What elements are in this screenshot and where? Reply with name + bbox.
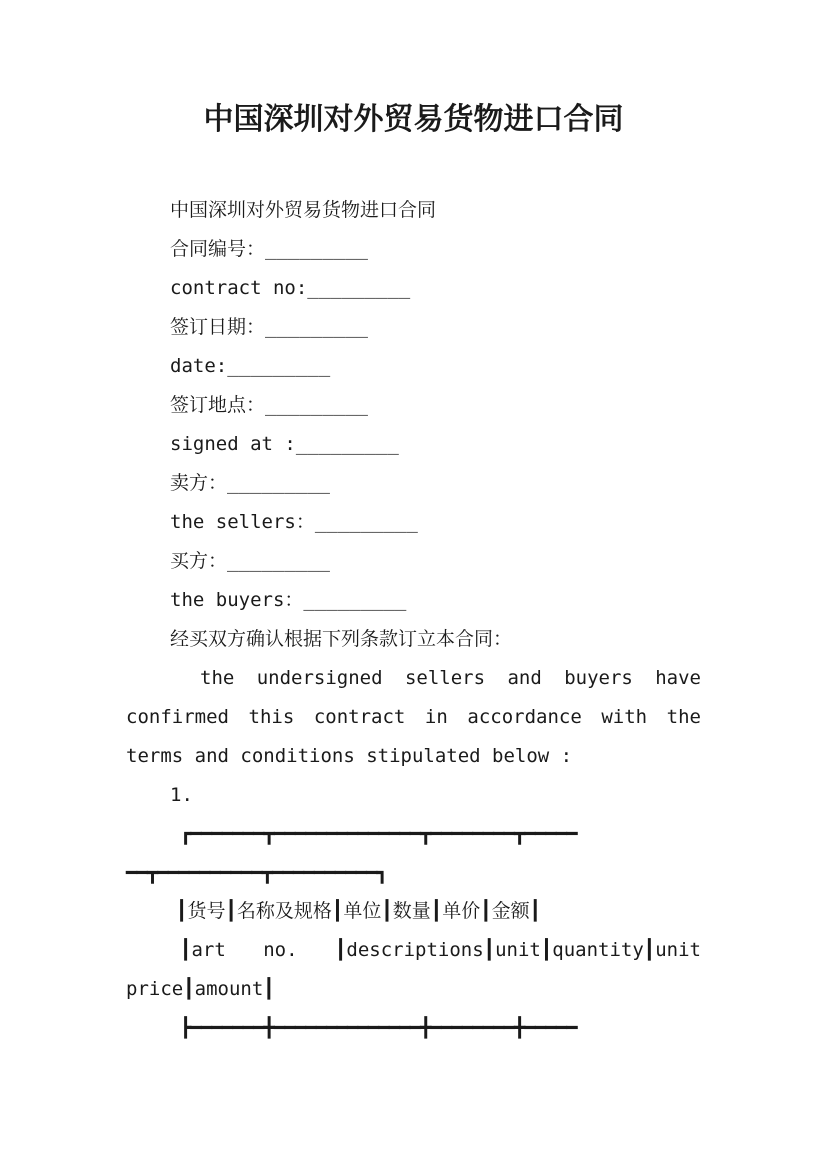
table-border-divider: ┣━━━━━━━╋━━━━━━━━━━━━━━╋━━━━━━━━╋━━━━━ xyxy=(180,1017,577,1039)
contract-number-en-line: contract no:_________ xyxy=(170,277,411,299)
contract-number-cn-line: 合同编号：_________ xyxy=(170,238,368,260)
seller-en-line: the sellers：_________ xyxy=(170,511,418,533)
seller-cn-line: 卖方：_________ xyxy=(170,472,330,494)
signing-place-en-line: signed at :_________ xyxy=(170,433,399,455)
signing-date-cn-line: 签订日期：_________ xyxy=(170,316,368,338)
table-header-cn: ┃货号┃名称及规格┃单位┃数量┃单价┃金额┃ xyxy=(176,900,542,922)
intro-paragraph-line-3: terms and conditions stipulated below : xyxy=(126,745,573,767)
document-title: 中国深圳对外贸易货物进口合同 xyxy=(203,102,624,137)
table-border-top-wrap: ━━┳━━━━━━━━━━┳━━━━━━━━━━┓ xyxy=(126,862,387,884)
signing-place-cn-line: 签订地点：_________ xyxy=(170,394,368,416)
table-header-en: ┃art no. ┃descriptions┃unit┃quantity┃unit xyxy=(180,939,701,961)
clause-number: 1. xyxy=(170,784,193,806)
buyer-en-line: the buyers：_________ xyxy=(170,589,407,611)
table-border-top: ┏━━━━━━━┳━━━━━━━━━━━━━━┳━━━━━━━━┳━━━━━ xyxy=(180,823,577,845)
intro-paragraph-line-1: the undersigned sellers and buyers have xyxy=(200,667,701,689)
intro-paragraph-line-2: confirmed this contract in accordance with the xyxy=(126,706,701,728)
buyer-cn-line: 买方：_________ xyxy=(170,550,330,572)
table-header-en-wrap: price┃amount┃ xyxy=(126,978,275,1000)
agreement-statement-cn: 经买双方确认根据下列条款订立本合同： xyxy=(170,628,513,650)
signing-date-en-line: date:_________ xyxy=(170,355,331,377)
contract-heading-line: 中国深圳对外贸易货物进口合同 xyxy=(170,199,437,221)
